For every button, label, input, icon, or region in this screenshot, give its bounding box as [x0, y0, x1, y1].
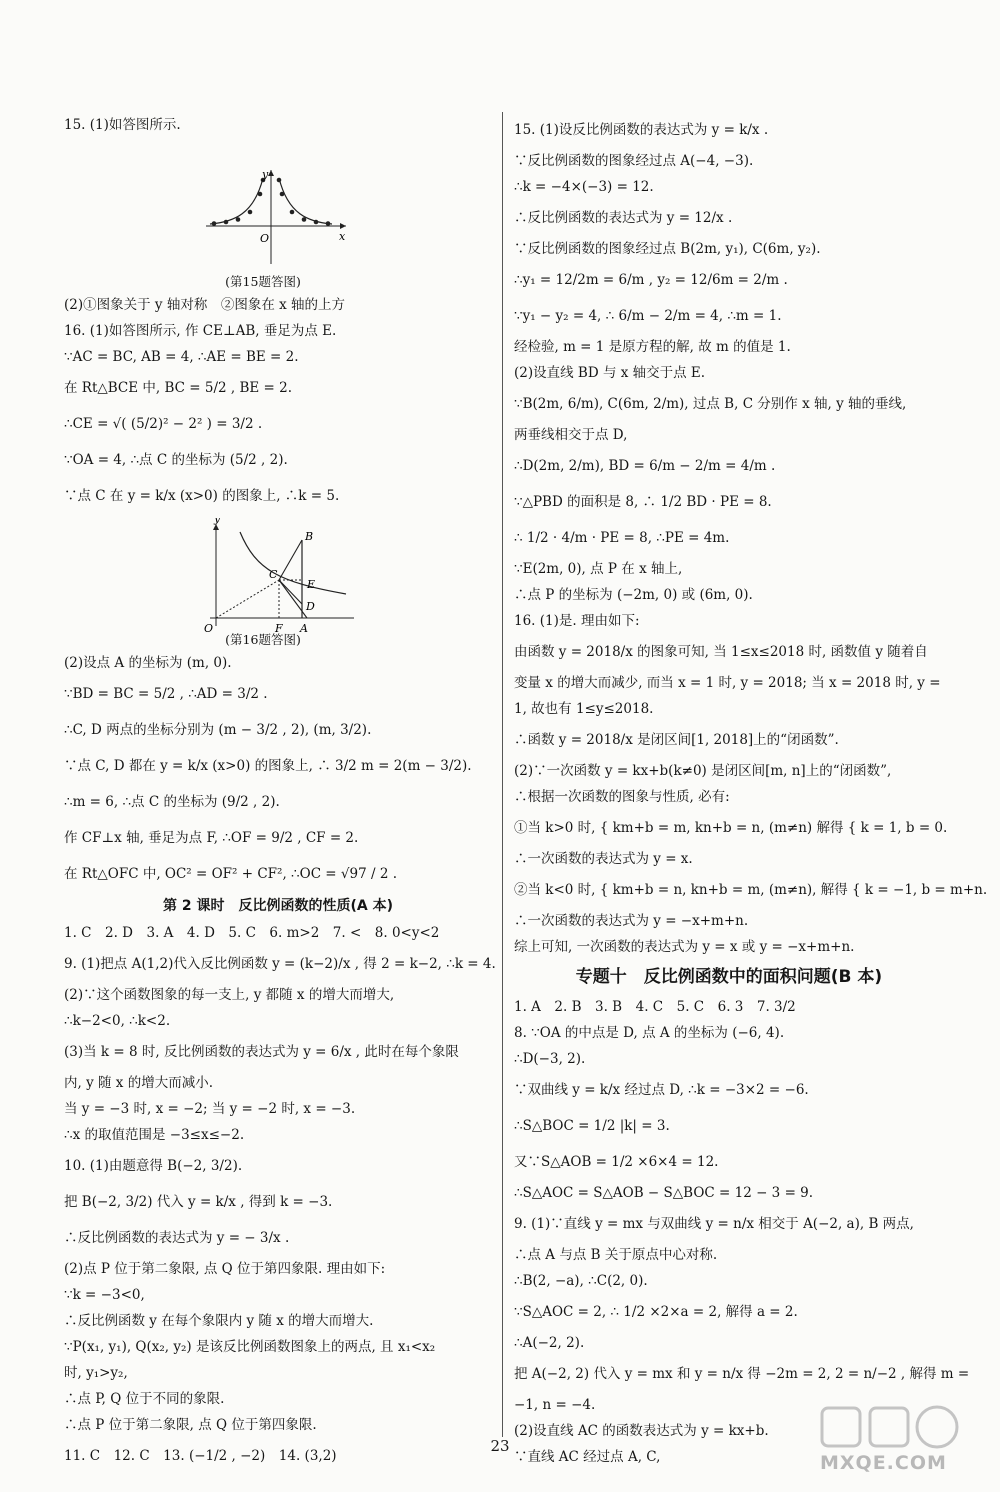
page-number: 23	[490, 1437, 510, 1455]
q10-line: ∴反比例函数的表达式为 y = − 3/x .	[64, 1230, 290, 1246]
figure-16	[64, 518, 492, 636]
fig16-y-label: y	[214, 518, 221, 525]
q15-line: ∵B(2m, 6/m), C(6m, 2/m), 过点 B, C 分别作 x 轴, y 轴的垂线,	[514, 396, 907, 412]
q9-line: (3)当 k = 8 时, 反比例函数的表达式为 y = 6/x , 此时在每个象限	[64, 1044, 459, 1060]
fig15-caption: (第15题答图)	[225, 274, 301, 289]
section-title-topic10: 专题十 反比例函数中的面积问题(B 本)	[575, 967, 883, 987]
left-column	[64, 112, 496, 1474]
q16-line: ∴函数 y = 2018/x 是闭区间[1, 2018]上的“闭函数”.	[514, 732, 839, 748]
q10-line: ∵k = −3<0,	[64, 1287, 145, 1303]
fig16-f-label: F	[275, 622, 283, 635]
fig15-x-label: x	[339, 230, 346, 243]
fig16-caption: (第16题答图)	[225, 632, 301, 647]
section-title-lesson2: 第 2 课时 反比例函数的性质(A 本)	[163, 898, 393, 914]
fig16-origin-label: O	[204, 622, 214, 635]
watermark-text: MXQE.COM	[820, 1452, 947, 1474]
q16-part2: (2)设点 A 的坐标为 (m, 0).	[64, 655, 232, 671]
q10-line: 把 B(−2, 3/2) 代入 y = k/x , 得到 k = −3.	[64, 1194, 333, 1210]
q16-line: 变量 x 的增大而减少, 而当 x = 1 时, y = 2018; 当 x = 2018 时, y =	[514, 675, 941, 691]
right-column	[514, 112, 988, 1470]
graph-15-svg	[64, 142, 492, 270]
q16-line: ∴C, D 两点的坐标分别为 (m − 3/2 , 2), (m, 3/2).	[64, 722, 372, 738]
q9-line: ∴x 的取值范围是 −3≤x≤−2.	[64, 1127, 245, 1143]
q16-line: ∵AC = BC, AB = 4, ∴AE = BE = 2.	[64, 349, 299, 365]
q9-part2: (2)设直线 AC 的函数表达式为 y = kx+b.	[514, 1423, 769, 1439]
fig16-c-label: C	[269, 568, 278, 581]
q16-part1: 16. (1)是. 理由如下:	[514, 613, 640, 629]
answer-row: 1. A 2. B 3. B 4. C 5. C 6. 3 7. 3/2	[514, 999, 796, 1015]
q8-line: 又∵S△AOB = 1/2 ×6×4 = 12.	[514, 1154, 719, 1170]
q16-line: 1, 故也有 1≤y≤2018.	[514, 701, 654, 717]
q15-line: ∴ 1/2 · 4/m · PE = 8, ∴PE = 4m.	[514, 530, 730, 546]
q10-line: ∵P(x₁, y₁), Q(x₂, y₂) 是该反比例函数图象上的两点, 且 x₁<x₂	[64, 1339, 436, 1355]
fig16-e-label: E	[307, 578, 316, 591]
q8-part1: 8. ∵OA 的中点是 D, 点 A 的坐标为 (−6, 4).	[514, 1025, 785, 1041]
fig16-a-label: A	[300, 622, 308, 635]
column-divider	[502, 112, 503, 1437]
q15-line: ∴点 P 的坐标为 (−2m, 0) 或 (6m, 0).	[514, 587, 753, 603]
q16-line: 在 Rt△BCE 中, BC = 5/2 , BE = 2.	[64, 380, 293, 396]
answer-row: 11. C 12. C 13. (−1/2 , −2) 14. (3,2)	[64, 1448, 337, 1464]
q16-line: ∴m = 6, ∴点 C 的坐标为 (9/2 , 2).	[64, 794, 280, 810]
q16-line: ∴一次函数的表达式为 y = −x+m+n.	[514, 913, 749, 929]
q15-part1: 15. (1)如答图所示.	[64, 117, 181, 133]
q15-line: ∵y₁ − y₂ = 4, ∴ 6/m − 2/m = 4, ∴m = 1.	[514, 308, 782, 324]
q8-line: ∴S△BOC = 1/2 |k| = 3.	[514, 1118, 670, 1134]
q9-line: ∵直线 AC 经过点 A, C,	[514, 1449, 661, 1465]
q16-line: ∴根据一次函数的图象与性质, 必有:	[514, 789, 730, 805]
q10-line: ∴反比例函数 y 在每个象限内 y 随 x 的增大而增大.	[64, 1313, 374, 1329]
q16-part2: (2)∵一次函数 y = kx+b(k≠0) 是闭区间[m, n]上的“闭函数”,	[514, 763, 892, 779]
q16-case2: ②当 k<0 时, { km+b = n, kn+b = m, (m≠n), 解得 { k = −1, b = m+n.	[514, 882, 988, 898]
q9-line: 当 y = −3 时, x = −2; 当 y = −2 时, x = −3.	[64, 1101, 356, 1117]
q16-case1: ①当 k>0 时, { km+b = m, kn+b = n, (m≠n) 解得 { k = 1, b = 0.	[514, 820, 948, 836]
fig15-origin-label: O	[260, 232, 270, 245]
q10-line: ∴点 P 位于第二象限, 点 Q 位于第四象限.	[64, 1417, 317, 1433]
q16-line: 由函数 y = 2018/x 的图象可知, 当 1≤x≤2018 时, 函数值 y 随着自	[514, 644, 928, 660]
q9-line: ∵S△AOC = 2, ∴ 1/2 ×2×a = 2, 解得 a = 2.	[514, 1304, 798, 1320]
q15-line: 两垂线相交于点 D,	[514, 427, 628, 443]
figure-15	[64, 142, 492, 272]
q16-line: ∵BD = BC = 5/2 , ∴AD = 3/2 .	[64, 686, 268, 702]
q8-line: ∴D(−3, 2).	[514, 1051, 586, 1067]
q9-line: ∴点 A 与点 B 关于原点中心对称.	[514, 1247, 718, 1263]
q10-line: 时, y₁>y₂,	[64, 1365, 128, 1381]
q15-line: 经检验, m = 1 是原方程的解, 故 m 的值是 1.	[514, 339, 791, 355]
q9-line: 内, y 随 x 的增大而减小.	[64, 1075, 213, 1091]
q8-line: ∵双曲线 y = k/x 经过点 D, ∴k = −3×2 = −6.	[514, 1082, 809, 1098]
q15-line: ∵反比例函数的图象经过点 A(−4, −3).	[514, 153, 754, 169]
q9-line: (2)∵这个函数图象的每一支上, y 都随 x 的增大而增大,	[64, 987, 395, 1003]
q15-part2: (2)设直线 BD 与 x 轴交于点 E.	[514, 365, 706, 381]
q15-line: ∴反比例函数的表达式为 y = 12/x .	[514, 210, 733, 226]
q8-line: ∴S△AOC = S△AOB − S△BOC = 12 − 3 = 9.	[514, 1185, 814, 1201]
q16-line: ∴一次函数的表达式为 y = x.	[514, 851, 693, 867]
q15-line: ∴D(2m, 2/m), BD = 6/m − 2/m = 4/m .	[514, 458, 776, 474]
q9-line: 把 A(−2, 2) 代入 y = mx 和 y = n/x 得 −2m = 2, 2 = n/−2 , 解得 m =	[514, 1366, 970, 1382]
q16-part1: 16. (1)如答图所示, 作 CE⊥AB, 垂足为点 E.	[64, 323, 337, 339]
q16-line: ∵点 C, D 都在 y = k/x (x>0) 的图象上, ∴ 3/2 m = 2(m − 3/2).	[64, 758, 472, 774]
graph-16-svg	[64, 518, 492, 636]
q15-line: ∴y₁ = 12/2m = 6/m , y₂ = 12/6m = 2/m .	[514, 272, 788, 288]
q9-part1: 9. (1)把点 A(1,2)代入反比例函数 y = (k−2)/x , 得 2 = k−2, ∴k = 4.	[64, 956, 496, 972]
q15-line: ∵△PBD 的面积是 8, ∴ 1/2 BD · PE = 8.	[514, 494, 772, 510]
fig15-y-label: y	[262, 168, 269, 181]
q10-line: ∴点 P, Q 位于不同的象限.	[64, 1391, 225, 1407]
q16-line: 综上可知, 一次函数的表达式为 y = x 或 y = −x+m+n.	[514, 939, 855, 955]
q9-part1: 9. (1)∵直线 y = mx 与双曲线 y = n/x 相交于 A(−2, a), B 两点,	[514, 1216, 914, 1232]
q10-part2: (2)点 P 位于第二象限, 点 Q 位于第四象限. 理由如下:	[64, 1261, 386, 1277]
q16-line: 作 CF⊥x 轴, 垂足为点 F, ∴OF = 9/2 , CF = 2.	[64, 830, 359, 846]
q16-line: 在 Rt△OFC 中, OC² = OF² + CF², ∴OC = √97 / 2 .	[64, 866, 397, 882]
q9-line: ∴k−2<0, ∴k<2.	[64, 1013, 171, 1029]
q9-line: −1, n = −4.	[514, 1397, 596, 1413]
q9-line: ∴B(2, −a), ∴C(2, 0).	[514, 1273, 648, 1289]
fig16-b-label: B	[305, 530, 314, 543]
q16-line: ∵OA = 4, ∴点 C 的坐标为 (5/2 , 2).	[64, 452, 288, 468]
q16-line: ∵点 C 在 y = k/x (x>0) 的图象上, ∴k = 5.	[64, 488, 340, 504]
q15-line: ∵E(2m, 0), 点 P 在 x 轴上,	[514, 561, 683, 577]
q15-part2: (2)①图象关于 y 轴对称 ②图象在 x 轴的上方	[64, 297, 346, 313]
q9-line: ∴A(−2, 2).	[514, 1335, 585, 1351]
answer-row: 1. C 2. D 3. A 4. D 5. C 6. m>2 7. < 8. 0<y<2	[64, 925, 440, 941]
q15-part1: 15. (1)设反比例函数的表达式为 y = k/x .	[514, 122, 769, 138]
fig16-d-label: D	[306, 600, 315, 613]
q15-line: ∴k = −4×(−3) = 12.	[514, 179, 654, 195]
q16-line: ∴CE = √( (5/2)² − 2² ) = 3/2 .	[64, 416, 263, 432]
q10-part1: 10. (1)由题意得 B(−2, 3/2).	[64, 1158, 243, 1174]
q15-line: ∵反比例函数的图象经过点 B(2m, y₁), C(6m, y₂).	[514, 241, 821, 257]
